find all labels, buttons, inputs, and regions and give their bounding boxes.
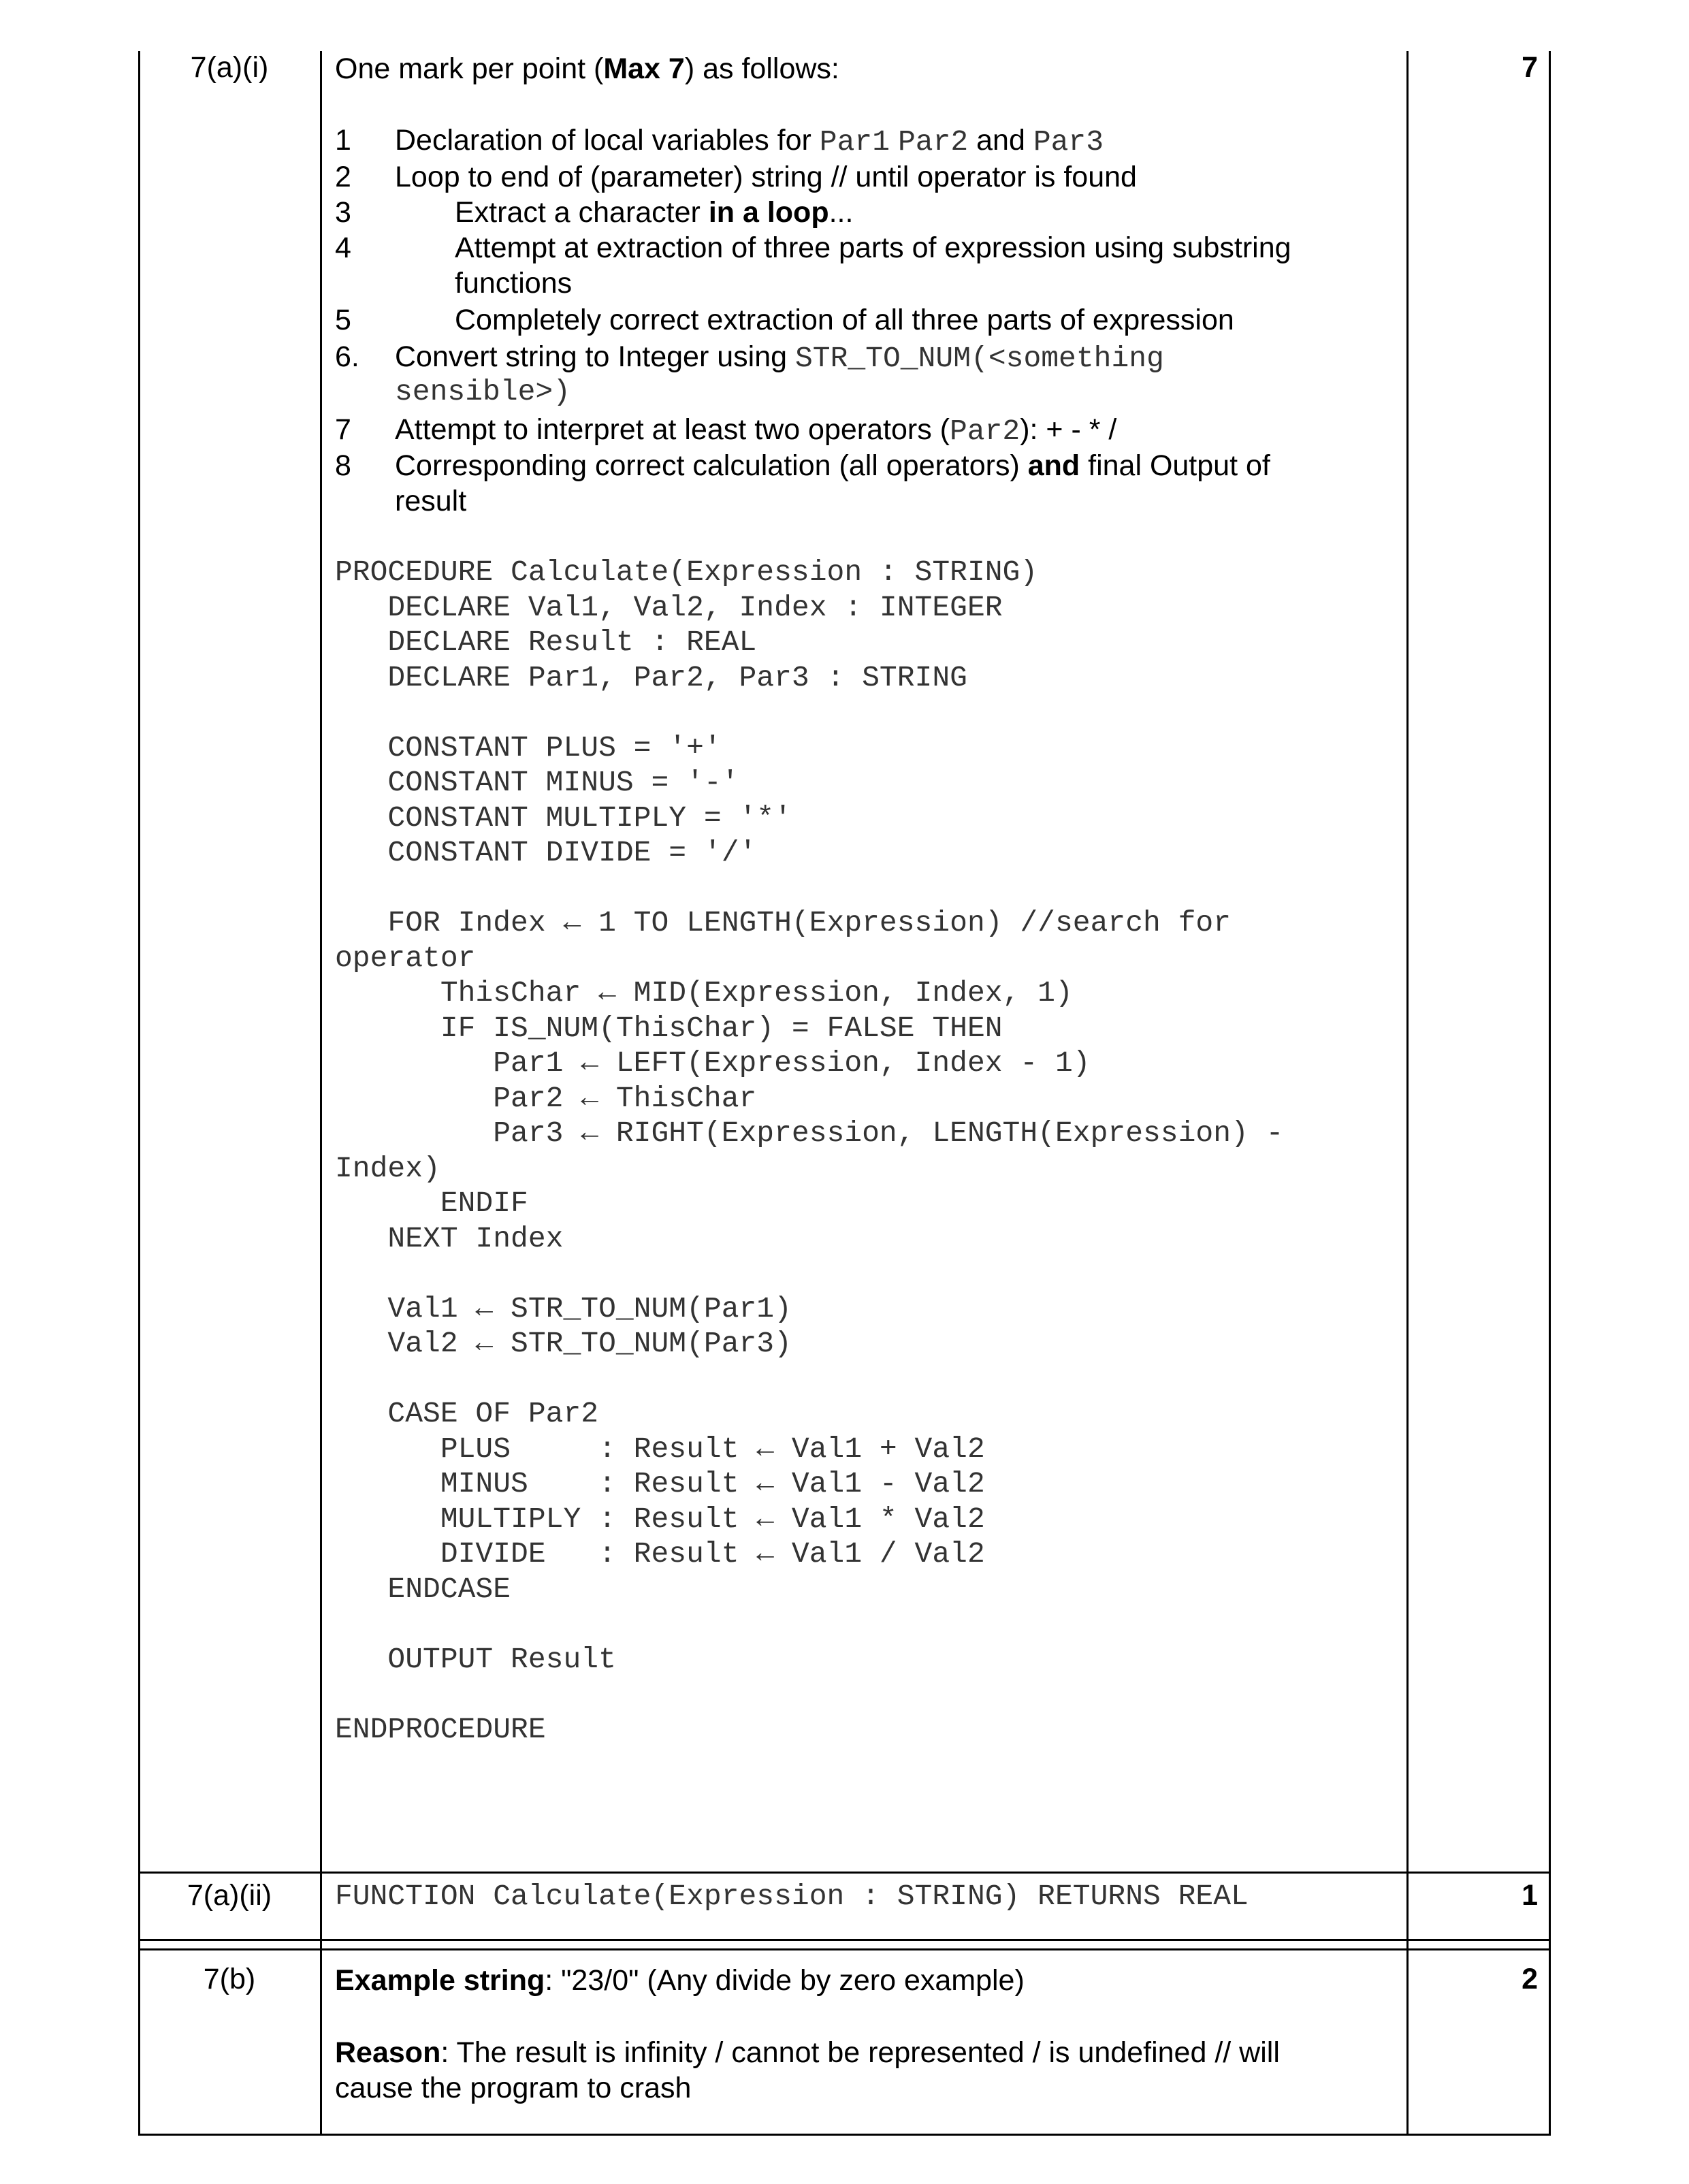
code-line: DIVIDE : Result ← Val1 / Val2 [335,1537,985,1571]
point-8-post: final Output of [1080,449,1270,482]
point-number: 3 [335,196,351,229]
point-3-bold: in a loop [708,196,829,229]
table-right-border [1549,51,1551,2136]
code-line: CONSTANT MINUS = '-' [335,766,739,799]
code-line: FOR Index ← 1 TO LENGTH(Expression) //search for [335,906,1232,940]
point-number: 2 [335,161,351,193]
code-line [335,695,1283,730]
marks-value: 7 [1522,51,1538,84]
code-line: DECLARE Par1, Par2, Par3 : STRING [335,660,967,694]
point-number: 4 [335,231,351,264]
question-number: 7(b) [203,1963,256,1995]
point-8-text: Corresponding correct calculation (all operators) [395,449,1028,482]
code-line [335,1607,1283,1642]
code-line: CONSTANT MULTIPLY = '*' [335,801,792,835]
code-line: CASE OF Par2 [335,1397,599,1430]
row-divider-2a [138,1939,1551,1941]
marks-value: 2 [1522,1963,1538,1995]
table-col-divider-1 [320,51,322,2136]
code-line: NEXT Index [335,1221,564,1255]
code-line: MULTIPLY : Result ← Val1 * Val2 [335,1502,985,1536]
point-4-line-2: functions [455,267,573,300]
code-line: Val1 ← STR_TO_NUM(Par1) [335,1291,792,1326]
row-divider-2b [138,1948,1551,1950]
point-1-and: and [968,124,1033,157]
code-line: ThisChar ← MID(Expression, Index, 1) [335,976,1073,1010]
code-line: Par2 ← ThisChar [335,1081,757,1115]
code-line: DECLARE Val1, Val2, Index : INTEGER [335,590,1003,624]
intro-pre: One mark per point ( [335,52,604,85]
question-number: 7(a)(i) [190,51,269,84]
point-7-text: Attempt to interpret at least two operators ( [395,413,950,446]
code-line [335,1256,1283,1291]
code-line: CONSTANT DIVIDE = '/' [335,836,757,869]
intro-bold: Max 7 [603,52,685,85]
point-6-code-line-2: sensible>) [395,375,571,408]
code-line: PROCEDURE Calculate(Expression : STRING) [335,556,1038,589]
point-5: Completely correct extraction of all three parts of expression [455,304,1234,336]
code-line: IF IS_NUM(ThisChar) = FALSE THEN [335,1011,1003,1045]
code-line: ENDIF [335,1187,528,1220]
code-line: DECLARE Result : REAL [335,626,757,659]
reason-line-1 [335,2035,1280,2070]
point-1-code-par1: Par1 [819,125,890,159]
point-3-post: ... [829,196,854,229]
code-line: Index) [335,1151,440,1185]
mark-scheme-intro [335,51,839,86]
point-1 [395,123,1104,160]
function-header-code: FUNCTION Calculate(Expression : STRING) RETURNS REAL [335,1880,1249,1913]
code-line [335,1362,1283,1397]
point-1-code-par2: Par2 [897,125,969,159]
point-8-line-2: result [395,485,467,517]
code-line: OUTPUT Result [335,1642,616,1676]
example-label: Example string [335,1964,545,1997]
point-number: 7 [335,413,351,446]
point-number: 1 [335,124,351,157]
example-text: : "23/0" (Any divide by zero example) [545,1964,1025,1997]
intro-post: ) as follows: [684,52,839,85]
code-line: operator [335,941,476,975]
table-bottom-border [138,2134,1551,2136]
code-line: Par1 ← LEFT(Expression, Index - 1) [335,1046,1091,1080]
point-number: 8 [335,449,351,482]
code-line: MINUS : Result ← Val1 - Val2 [335,1467,985,1500]
point-1-code-par3: Par3 [1033,125,1104,159]
code-line: CONSTANT PLUS = '+' [335,730,722,765]
table-left-border [138,51,140,2136]
point-6-code: STR_TO_NUM(<something [794,342,1164,375]
point-8-bold: and [1027,449,1080,482]
code-line [335,871,1283,906]
marks-value: 1 [1522,1879,1538,1912]
code-line: ENDCASE [335,1572,511,1606]
reason-label: Reason [335,2036,441,2069]
table-col-divider-2 [1406,51,1409,2136]
example-string [335,1963,1025,1998]
point-3 [455,195,853,230]
code-line [335,1677,1283,1712]
point-3-text: Extract a character [455,196,709,229]
point-number: 5 [335,304,351,336]
point-7-code: Par2 [949,415,1020,448]
point-6 [395,339,1164,376]
question-number: 7(a)(ii) [187,1879,272,1912]
point-2: Loop to end of (parameter) string // until operator is found [395,161,1137,193]
point-7 [395,412,1116,449]
reason-line-2: cause the program to crash [335,2072,692,2104]
point-number: 6. [335,340,359,373]
code-line: PLUS : Result ← Val1 + Val2 [335,1432,985,1466]
point-1-text: Declaration of local variables for [395,124,820,157]
point-6-text: Convert string to Integer using [395,340,795,373]
code-line: Par3 ← RIGHT(Expression, LENGTH(Expression) - [335,1117,1284,1150]
code-line: ENDPROCEDURE [335,1712,546,1746]
pseudocode-block [335,555,1283,1747]
row-divider-1 [138,1872,1551,1874]
reason-text: : The result is infinity / cannot be represented / is undefined // will [440,2036,1280,2069]
code-line: Val2 ← STR_TO_NUM(Par3) [335,1327,792,1360]
point-7-post: ): + - * / [1020,413,1117,446]
point-4-line-1: Attempt at extraction of three parts of expression using substring [455,231,1291,264]
point-8 [395,448,1270,483]
